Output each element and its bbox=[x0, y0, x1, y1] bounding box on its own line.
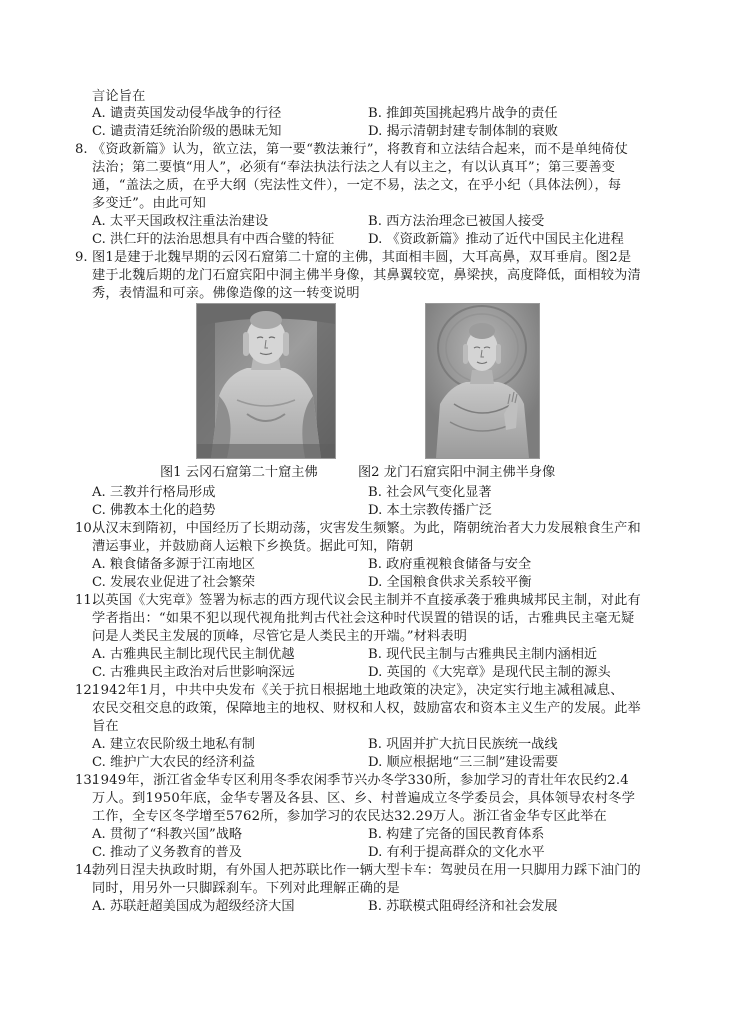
q12-stem-line: 1942年1月，中共中央发布《关于抗日根据地土地政策的决定》，决定实行地主减租减息、 bbox=[92, 683, 624, 698]
yungang-buddha-photo bbox=[196, 303, 336, 459]
q11-option-a: A. 古雅典民主制比现代民主制优越 bbox=[92, 647, 295, 662]
q10-option-a: A. 粮食储备多源于江南地区 bbox=[92, 557, 255, 572]
longmen-buddha-photo bbox=[425, 303, 540, 459]
q8-option-d: D. 《资政新篇》推动了近代中国民主化进程 bbox=[368, 232, 624, 247]
yungang-buddha-image bbox=[197, 304, 335, 458]
q11-number: 11. bbox=[75, 593, 96, 608]
q9-option-d: D. 本土宗教传播广泛 bbox=[368, 503, 492, 518]
q13-option-c: C. 推动了义务教育的普及 bbox=[92, 845, 242, 860]
q13-number: 13. bbox=[75, 773, 96, 788]
q7-option-d: D. 揭示清朝封建专制体制的衰败 bbox=[368, 124, 558, 139]
q14-option-a: A. 苏联赶超美国成为超级经济大国 bbox=[92, 899, 295, 914]
q12-option-d: D. 顺应根据地“三三制”建设需要 bbox=[368, 755, 559, 770]
q10-option-b: B. 政府重视粮食储备与安全 bbox=[368, 557, 532, 572]
q8-number: 8. bbox=[75, 142, 88, 157]
q7-option-b: B. 推卸英国挑起鸦片战争的责任 bbox=[368, 106, 558, 121]
q9-stem-line: 图1是建于北魏早期的云冈石窟第二十窟的主佛，其面相丰圆，大耳高鼻，双耳垂肩。图2是 bbox=[92, 250, 632, 265]
q11-option-b: B. 现代民主制与古雅典民主制内涵相近 bbox=[368, 647, 598, 662]
q9-option-c: C. 佛教本土化的趋势 bbox=[92, 503, 216, 518]
q11-option-c: C. 古雅典民主政治对后世影响深远 bbox=[92, 665, 295, 680]
q9-number: 9. bbox=[75, 250, 88, 265]
q12-option-c: C. 维护广大农民的经济利益 bbox=[92, 755, 256, 770]
q12-stem-line: 旨在 bbox=[92, 719, 119, 734]
figure2-caption: 图2 龙门石窟宾阳中洞主佛半身像 bbox=[358, 465, 556, 480]
q8-stem-line: 法治；第二要慎“用人”，必须有“奉法执法行法之人有以主之，有以认真耳”；第三要善变 bbox=[92, 160, 616, 175]
q14-stem-line: 同时，用另外一只脚踩刹车。下列对此理解正确的是 bbox=[92, 881, 400, 896]
q9-option-a: A. 三教并行格局形成 bbox=[92, 485, 216, 500]
q10-number: 10. bbox=[75, 521, 96, 536]
q11-stem-line: 以英国《大宪章》签署为标志的西方现代议会民主制并不直接承袭于雅典城邦民主制，对此有 bbox=[92, 593, 641, 608]
q12-option-b: B. 巩固并扩大抗日民族统一战线 bbox=[368, 737, 558, 752]
q7-option-a: A. 谴责英国发动侵华战争的行径 bbox=[92, 106, 282, 121]
q8-option-b: B. 西方法治理念已被国人接受 bbox=[368, 214, 545, 229]
q10-option-d: D. 全国粮食供求关系较平衡 bbox=[368, 575, 532, 590]
q11-stem-line: 学者指出：“如果不犯以现代视角批判古代社会这种时代误置的错误的话，古雅典民主毫无疑 bbox=[92, 611, 635, 626]
q13-option-b: B. 构建了完备的国民教育体系 bbox=[368, 827, 545, 842]
q13-stem-line: 万人。到1950年底，金华专署及各县、区、乡、村普遍成立冬学委员会，具体领导农村冬学 bbox=[92, 791, 636, 806]
q8-stem-line: 通，“盖法之质，在乎大纲（宪法性文件），一定不易，法之文，在乎小纪（具体法例），每 bbox=[92, 178, 622, 193]
q13-option-a: A. 贯彻了“科教兴国”战略 bbox=[92, 827, 243, 842]
figure1-caption: 图1 云冈石窟第二十窟主佛 bbox=[160, 465, 318, 480]
q14-number: 14. bbox=[75, 863, 96, 878]
q10-option-c: C. 发展农业促进了社会繁荣 bbox=[92, 575, 256, 590]
q12-number: 12. bbox=[75, 683, 96, 698]
q7-option-c: C. 谴责清廷统治阶级的愚昧无知 bbox=[92, 124, 282, 139]
q9-option-b: B. 社会风气变化显著 bbox=[368, 485, 492, 500]
q8-stem-line: 多变迁”。由此可知 bbox=[92, 196, 207, 211]
q8-option-a: A. 太平天国政权注重法治建设 bbox=[92, 214, 269, 229]
q13-option-d: D. 有利于提高群众的文化水平 bbox=[368, 845, 545, 860]
q9-stem-line: 秀，表情温和可亲。佛像造像的这一转变说明 bbox=[92, 286, 360, 301]
q13-stem-line: 1949年，浙江省金华专区利用冬季农闲季节兴办冬学330所，参加学习的青壮年农民约2.4 bbox=[92, 773, 629, 788]
q12-option-a: A. 建立农民阶级土地私有制 bbox=[92, 737, 255, 752]
q14-option-b: B. 苏联模式阻碍经济和社会发展 bbox=[368, 899, 558, 914]
q12-stem-line: 农民交租交息的政策，保障地主的地权、财权和人权，鼓励富农和资本主义生产的发展。此举 bbox=[92, 701, 641, 716]
q7-stem-tail: 言论旨在 bbox=[92, 89, 146, 104]
q13-stem-line: 工作，全专区冬学增至5762所，参加学习的农民达32.29万人。浙江省金华专区此举在 bbox=[92, 809, 607, 824]
longmen-buddha-image bbox=[426, 304, 539, 458]
q11-stem-line: 问是人类民主发展的顶峰，尽管它是人类民主的开端。”材料表明 bbox=[92, 629, 468, 644]
q14-stem-line: 勃列日涅夫执政时期，有外国人把苏联比作一辆大型卡车：驾驶员在用一只脚用力踩下油门的 bbox=[92, 863, 641, 878]
q8-option-c: C. 洪仁玕的法治思想具有中西合璧的特征 bbox=[92, 232, 335, 247]
q9-stem-line: 建于北魏后期的龙门石窟宾阳中洞主佛半身像，其鼻翼较宽，鼻梁挟，高度降低，面相较为清 bbox=[92, 268, 641, 283]
q8-stem-line: 《资政新篇》认为，欲立法，第一要“教法兼行”，将教育和立法结合起来，而不是单纯倚仗 bbox=[92, 142, 628, 157]
q10-stem-line: 漕运事业，并鼓励商人运粮下乡换货。据此可知，隋朝 bbox=[92, 539, 414, 554]
q11-option-d: D. 英国的《大宪章》是现代民主制的源头 bbox=[368, 665, 611, 680]
q10-stem-line: 从汉末到隋初，中国经历了长期动荡，灾害发生频繁。为此，隋朝统治者大力发展粮食生产和 bbox=[92, 521, 641, 536]
